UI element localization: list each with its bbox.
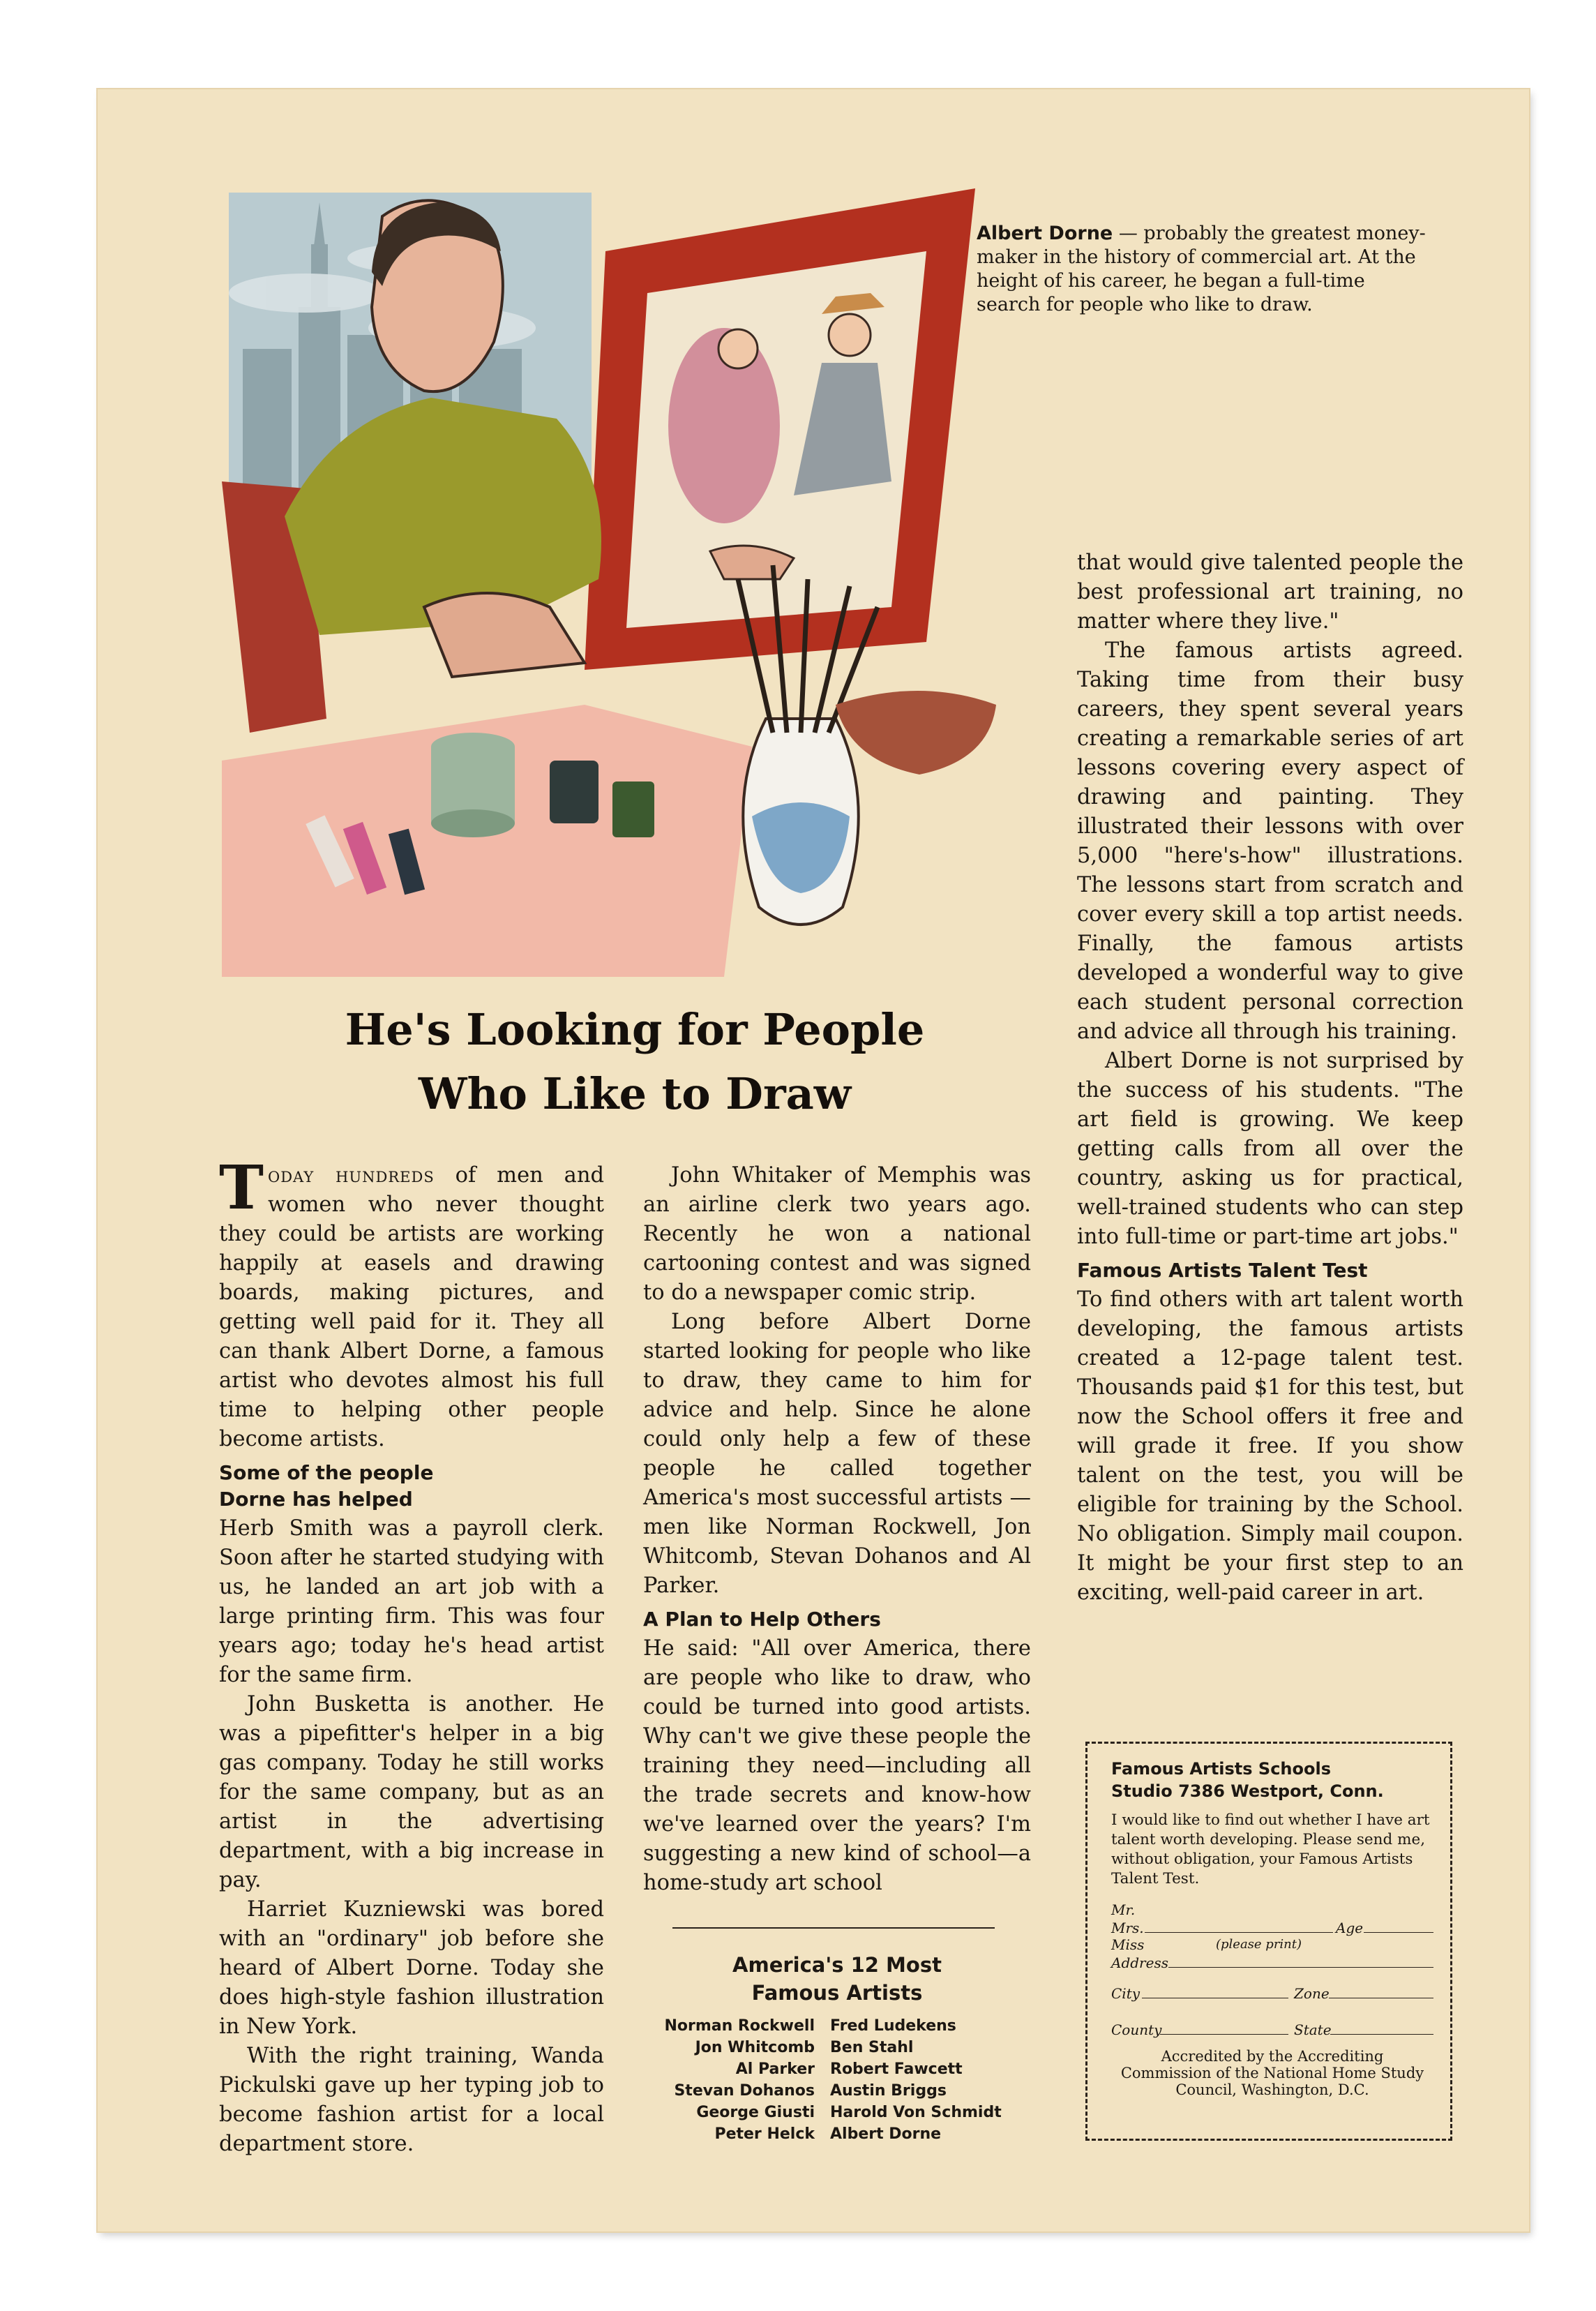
artists-row bbox=[640, 2037, 1038, 2058]
caption-text: — probably the greatest money-maker in the history of commercial art. At the height of his career, he began a full-time search for people who like to draw. bbox=[977, 223, 1426, 315]
artists-row bbox=[640, 2102, 1038, 2123]
artist-name: George Giusti bbox=[696, 2104, 815, 2121]
paragraph-he-said: He said: "All over America, there are people who like to draw, who could be turned into good artists. Why can't we give these people the training they need—including all the trade secrets and know-how we've learned over the years? I'm suggesting a new kind of school—a home-study art school bbox=[643, 1636, 1031, 1895]
paragraph-famous-artists-agreed: The famous artists agreed. Taking time from their busy careers, they spent several years creating a remarkable series of art lessons covering every aspect of drawing and painting. They illustrated their lessons with over 5,000 "here's-how" illustrations. The lessons start from scratch and cover every skill a top artist needs. Finally, the famous artists developed a wonderful way to give each student personal correction and advice all through his training. bbox=[1077, 638, 1463, 1044]
subhead-talent-test: Famous Artists Talent Test bbox=[1077, 1259, 1368, 1282]
headline-line-1: He's Looking for People bbox=[345, 1004, 925, 1055]
paragraph-john-whitaker: John Whitaker of Memphis was an airline clerk two years ago. Recently he won a national cartooning contest and was signed to do a newspaper comic strip. bbox=[643, 1163, 1031, 1305]
artist-name: Al Parker bbox=[735, 2061, 815, 2078]
paragraph-find-others: To find others with art talent worth developing, the famous artists created a 12-page talent test. Thousands paid $1 for this test, but now the School offers it free and will grade it free. If you show talent on the test, you will be eligible for training by the School. No obligation. Simply mail coupon. It might be your first step to an exciting, well-paid career in art. bbox=[1077, 1287, 1463, 1605]
label-county: County bbox=[1111, 2021, 1162, 2038]
artist-name: Fred Ludekens bbox=[830, 2017, 956, 2035]
drop-cap: T bbox=[219, 1153, 264, 1223]
article-column-2 bbox=[643, 1161, 1031, 1898]
label-city: City bbox=[1111, 1985, 1140, 2002]
coupon-intro: I would like to find out whether I have art talent worth developing. Please send me, without obligation, your Famous Artists Talent Test. bbox=[1111, 1811, 1430, 1887]
coupon-school-name: Famous Artists Schools bbox=[1111, 1759, 1331, 1779]
headline bbox=[265, 998, 1004, 1126]
artist-name: Ben Stahl bbox=[830, 2039, 914, 2056]
field-address[interactable] bbox=[1111, 1953, 1433, 1984]
paragraph-john-busketta: John Busketta is another. He was a pipefitter's helper in a big gas company. Today he still works for the same company, but as an artist in the advertising department, with a big increase in pay. bbox=[219, 1692, 604, 1892]
subhead-people-helped bbox=[219, 1460, 604, 1513]
artists-row bbox=[640, 2015, 1038, 2037]
headline-line-2: Who Like to Draw bbox=[418, 1068, 852, 1119]
coupon-studio-address: Studio 7386 Westport, Conn. bbox=[1111, 1781, 1384, 1801]
caption-name: Albert Dorne bbox=[977, 223, 1113, 244]
artist-name: Austin Briggs bbox=[830, 2082, 947, 2100]
artists-row bbox=[640, 2058, 1038, 2080]
intro-text: of men and women who never thought they could be artists are working happily at easels and drawing boards, making pictures, and getting well paid for it. They all can thank Albert Dorne, a famous artist who devotes almost his full time to helping other people become artists. bbox=[219, 1163, 604, 1451]
field-county-state[interactable] bbox=[1111, 2020, 1433, 2041]
field-miss[interactable] bbox=[1111, 1935, 1433, 1953]
paragraph-harriet-kuzniewski: Harriet Kuzniewski was bored with an "ordinary" job before she heard of Albert Dorne. Today she does high-style fashion illustration in New York. bbox=[219, 1897, 604, 2039]
divider-rule bbox=[672, 1927, 995, 1929]
coupon-accreditation: Accredited by the Accrediting Commission of the National Home Study Council, Washington, D.C. bbox=[1120, 2048, 1424, 2098]
paragraph-long-before: Long before Albert Dorne started looking for people who like to draw, they came to him for advice and help. Since he alone could only help a few of these people he called together America's most successful artists —men like Norman Rockwell, Jon Whitcomb, Stevan Dohanos and Al Parker. bbox=[643, 1310, 1031, 1598]
label-please-print: (please print) bbox=[1216, 1937, 1302, 1952]
subhead-line-1: Some of the people bbox=[219, 1461, 434, 1484]
artists-title-line-1: America's 12 Most bbox=[732, 1953, 942, 1977]
artist-name: Stevan Dohanos bbox=[674, 2082, 815, 2100]
intro-smallcaps: oday hundreds bbox=[268, 1163, 435, 1188]
artist-name: Robert Fawcett bbox=[830, 2061, 963, 2078]
label-state: State bbox=[1294, 2021, 1332, 2038]
bowl bbox=[836, 691, 996, 775]
subhead-line-2: Dorne has helped bbox=[219, 1488, 413, 1511]
artist-name: Albert Dorne bbox=[830, 2125, 942, 2143]
artist-name: Peter Helck bbox=[714, 2125, 815, 2143]
label-age: Age bbox=[1336, 1920, 1364, 1936]
artist-name: Jon Whitcomb bbox=[695, 2039, 815, 2056]
paragraph-wanda-pickulski: With the right training, Wanda Pickulski gave up her typing job to become fashion artist for a local department store. bbox=[219, 2044, 604, 2156]
label-miss: Miss bbox=[1111, 1936, 1145, 1953]
albert-dorne-illustration bbox=[222, 188, 1009, 977]
artist-name: Harold Von Schmidt bbox=[830, 2104, 1002, 2121]
label-zone: Zone bbox=[1294, 1985, 1330, 2002]
intro-paragraph bbox=[219, 1153, 604, 1454]
illustration-caption bbox=[977, 222, 1430, 317]
subhead-plan: A Plan to Help Others bbox=[643, 1608, 881, 1631]
mail-coupon[interactable] bbox=[1085, 1742, 1452, 2141]
label-mrs: Mrs. bbox=[1111, 1920, 1144, 1936]
paragraph-not-surprised: Albert Dorne is not surprised by the success of his students. "The art field is growing. We keep getting calls from all over the country, asking us for practical, well-trained students who can step into full-time or part-time art jobs." bbox=[1077, 1049, 1463, 1249]
artist-name: Norman Rockwell bbox=[664, 2017, 815, 2035]
field-mr[interactable] bbox=[1111, 1900, 1433, 1918]
paragraph-talented-people: that would give talented people the best professional art training, no matter where they live." bbox=[1077, 551, 1463, 634]
artists-list bbox=[640, 2015, 1038, 2145]
artists-list-title bbox=[643, 1951, 1031, 2007]
label-mr: Mr. bbox=[1111, 1901, 1136, 1918]
artists-row bbox=[640, 2123, 1038, 2145]
coupon-fields bbox=[1111, 1900, 1433, 2041]
artists-title-line-2: Famous Artists bbox=[751, 1981, 923, 2005]
field-city-zone[interactable] bbox=[1111, 1984, 1433, 2020]
paragraph-herb-smith: Herb Smith was a payroll clerk. Soon after he started studying with us, he landed an art job with a large printing firm. This was four years ago; today he's head artist for the same firm. bbox=[219, 1516, 604, 1687]
article-column-1 bbox=[219, 1153, 604, 2159]
artists-row bbox=[640, 2080, 1038, 2102]
field-mrs-age[interactable] bbox=[1111, 1918, 1433, 1935]
label-address: Address bbox=[1111, 1954, 1168, 1971]
article-column-3 bbox=[1077, 548, 1463, 1608]
